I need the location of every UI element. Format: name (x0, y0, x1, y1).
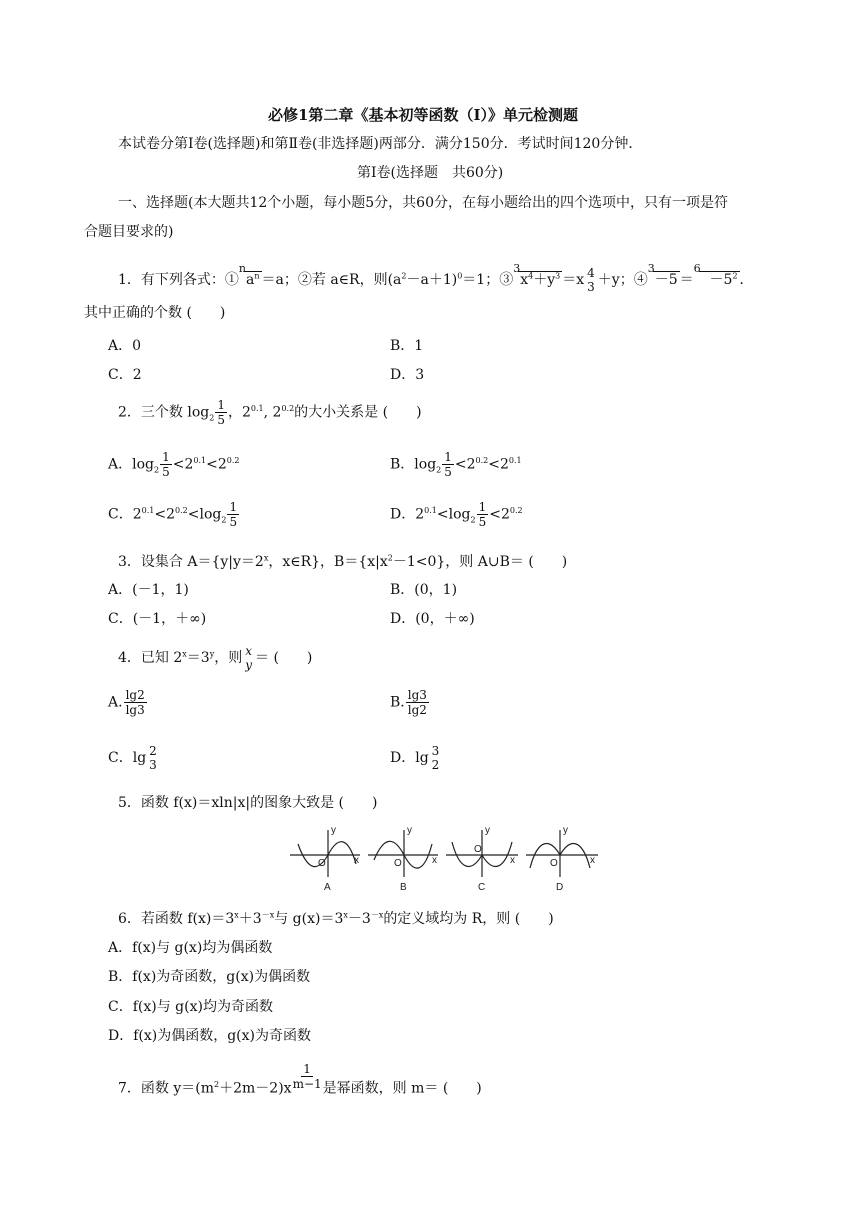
q4-option-a[interactable]: A. $\frac{\lg 2}{\lg 3}$ (108, 688, 145, 717)
q2-option-a[interactable]: A．$\log_2$ $\frac{1}{5}$ $<2^{0.1}<2^{0.2}$ (108, 450, 240, 479)
svg-text:x: x (590, 855, 595, 866)
q2-option-c[interactable]: C．$2^{0.1}<2^{0.2}<\log_2$ $\frac{1}{5}$ (108, 500, 238, 529)
question-4-stem: 4．已知 $2^x=3^y$，则 x y ＝ ( ) (118, 644, 313, 672)
q3-option-b[interactable]: B．(0，1) (390, 582, 458, 598)
q5-graph-label-d: D (556, 882, 564, 892)
question-3-stem: 3．设集合 $A=\{y|y=2^x$，x∈R}，$B=\{x|x^2-1<0\}$，则 A∪B＝ ( ) (118, 553, 568, 570)
q5-graph-label-b: B (400, 882, 407, 892)
q3-option-a[interactable]: A．(－1，1) (108, 582, 189, 598)
section-instructions: 一、选择题(本大题共12个小题，每小题5分，共60分，在每小题给出的四个选项中，只有一项是符 (118, 195, 728, 211)
part-heading: 第Ⅰ卷(选择题 共60分) (357, 165, 504, 181)
q5-graph-b (368, 830, 438, 877)
q1-option-c[interactable]: C．2 (108, 367, 142, 383)
q1-option-b[interactable]: B．1 (390, 338, 424, 354)
svg-text:O: O (318, 858, 326, 869)
q6-option-d[interactable]: D．f(x)为偶函数，g(x)为奇函数 (108, 1028, 312, 1044)
q3-option-d[interactable]: D．(0，＋∞) (390, 611, 475, 627)
question-2-stem: 2．三个数 $\log_2$ $\frac{1}{5}$ ，$2^{0.1}$, $2^{0.2}$的大小关系是 ( ) (118, 398, 422, 427)
question-5-stem: 5．函数 f(x)＝xln|x|的图象大致是 ( ) (118, 795, 378, 811)
question-7-stem: 7．函数 $y=(m^2+2m-2)x$ $\frac{1}{m-1}$ 是幂函数，则 m＝ ( ) (118, 1062, 482, 1097)
q2-option-d[interactable]: D．$2^{0.1}<\log_2$ $\frac{1}{5}$ $<2^{0.2}$ (390, 500, 523, 529)
svg-text:y: y (407, 825, 412, 836)
q6-option-b[interactable]: B．f(x)为奇函数，g(x)为偶函数 (108, 969, 311, 985)
q5-graph-label-c: C (478, 882, 486, 892)
q5-graph-label-a: A (324, 882, 331, 892)
exam-intro: 本试卷分第Ⅰ卷(选择题)和第Ⅱ卷(非选择题)两部分．满分150分．考试时间120分钟． (118, 136, 643, 152)
page-title: 必修1第二章《基本初等函数（Ⅰ）》单元检测题 (268, 106, 578, 124)
svg-text:y: y (563, 825, 568, 836)
question-1-tail: 其中正确的个数 ( ) (84, 305, 226, 321)
svg-text:O: O (550, 858, 558, 869)
svg-text:x: x (432, 855, 437, 866)
svg-text:O: O (474, 844, 482, 855)
q5-graph-a (290, 830, 360, 877)
svg-text:O: O (394, 858, 402, 869)
q2-option-b[interactable]: B．$\log_2$ $\frac{1}{5}$ $<2^{0.2}<2^{0.1}$ (390, 450, 522, 479)
svg-text:y: y (331, 825, 336, 836)
q6-option-a[interactable]: A．f(x)与 g(x)均为偶函数 (108, 940, 273, 956)
q1-option-d[interactable]: D．3 (390, 367, 425, 383)
svg-text:y: y (485, 825, 490, 836)
svg-text:x: x (510, 855, 515, 866)
question-1-stem: 1．有下列各式：$①^na^n =a$；②若 a∈R，则$(a^2-a+1)^0=1$；$③^3x^4+y^3 =x$ 4 3 ＋y；④$^3$－5 $=^6 -5^2$ ． (118, 262, 754, 294)
q6-option-c[interactable]: C．f(x)与 g(x)均为奇函数 (108, 999, 273, 1015)
q5-graph-c (446, 830, 518, 877)
q5-graph-options (290, 822, 600, 892)
q3-option-c[interactable]: C．(－1，＋∞) (108, 611, 207, 627)
section-instructions-cont: 合题目要求的) (84, 224, 174, 240)
question-6-stem: 6．若函数 $f(x)=3^x+3^{-x}$与 $g(x)=3^x-3^{-x}$的定义域均为 R，则 ( ) (118, 910, 554, 927)
q4-option-b[interactable]: B. $\frac{\lg 3}{\lg 2}$ (390, 688, 427, 717)
q4-option-c[interactable]: C．lg 2 3 (108, 744, 157, 772)
q1-option-a[interactable]: A．0 (108, 338, 142, 354)
svg-text:x: x (354, 855, 359, 866)
q5-graph-d (526, 830, 598, 877)
q4-option-d[interactable]: D．lg 3 2 (390, 744, 440, 772)
